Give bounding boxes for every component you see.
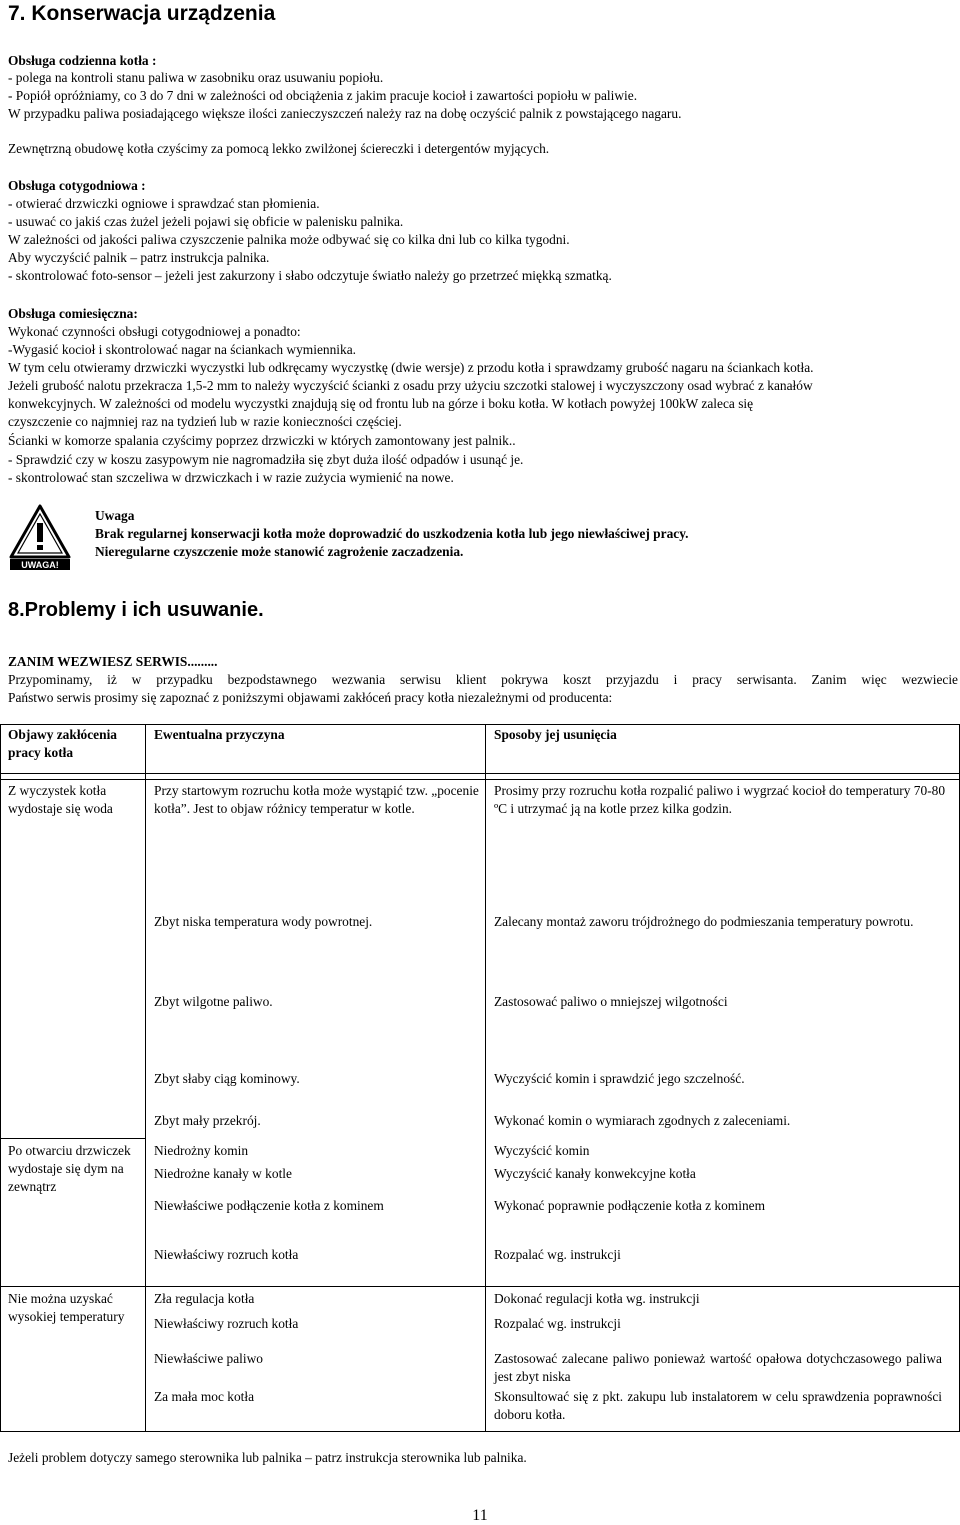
warning-line-2: Nieregularne czyszczenie może stanowić zagrożenie zaczadzenia. xyxy=(95,544,464,559)
warning-icon xyxy=(8,503,72,571)
cause-cell: Zbyt mały przekrój. xyxy=(154,1113,261,1128)
symptom-smoke: Po otwarciu drzwiczek wydostaje się dym na zewnątrz xyxy=(8,1143,131,1194)
daily-line-2: - Popiół opróżniamy, co 3 do 7 dni w zależności od obciążenia z jakim pracuje kocioł i zawartości popiołu w paliwie. xyxy=(8,88,638,103)
monthly-line-9: - skontrolować stan szczeliwa w drzwiczkach i w razie zużycia wymienić na nowe. xyxy=(8,470,454,485)
weekly-line-3: W zależności od jakości paliwa czyszczenie palnika może odbywać się co kilka dni lub co kilka tygodni. xyxy=(8,232,570,247)
weekly-line-2: - usuwać co jakiś czas żużel jeżeli pojawi się obficie w palenisku palnika. xyxy=(8,214,404,229)
monthly-line-3: W tym celu otwieramy drzwiczki wyczystki lub odkręcamy wyczystkę (dwie wersje) z przodu kotła i sprawdzamy grubość nagaru na ściankach kotła. xyxy=(8,360,814,375)
remedy-cell: Rozpalać wg. instrukcji xyxy=(494,1316,621,1331)
intro-line-2: Państwo serwis prosimy się zapoznać z poniższymi objawami zakłóceń pracy kotła niezależnymi od producenta: xyxy=(8,690,613,705)
monthly-heading: Obsługa comiesięczna: xyxy=(8,306,138,321)
page-number: 11 xyxy=(472,1507,488,1524)
remedy-cell: Rozpalać wg. instrukcji xyxy=(494,1247,621,1262)
cause-cell: Za mała moc kotła xyxy=(154,1389,255,1404)
remedy-cell: Skonsultować się z pkt. zakupu lub instalatorem w celu sprawdzenia poprawności doboru kotła. xyxy=(494,1389,942,1422)
table-header-symptom: Objawy zakłócenia pracy kotła xyxy=(8,727,117,760)
monthly-line-5: konwekcyjnych. W zależności od modelu wyczystki znajdują się od frontu lub na górze i boku kotła. W kotłach powyżej 100kW zaleca się xyxy=(8,396,754,411)
monthly-line-4: Jeżeli grubość nalotu przekracza 1,5-2 mm to należy wyczyścić ścianki z osadu przy użyciu szczotki stalowej i wyczyszczony osad wybrać z kanałów xyxy=(8,378,813,393)
daily-heading: Obsługa codzienna kotła : xyxy=(8,53,157,68)
cause-cell: Zbyt wilgotne paliwo. xyxy=(154,994,273,1009)
remedy-cell: Prosimy przy rozruchu kotła rozpalić paliwo i wygrzać kocioł do temperatury 70-80 ºC i utrzymać ją na kotle przez kilka godzin. xyxy=(494,783,946,816)
exterior-line: Zewnętrzną obudowę kotła czyścimy za pomocą lekko zwilżonej ściereczki i detergentów myjących. xyxy=(8,141,550,156)
remedy-cell: Zastosować paliwo o mniejszej wilgotności xyxy=(494,994,728,1009)
table-header-remedy: Sposoby jej usunięcia xyxy=(494,727,617,742)
remedy-cell: Zalecany montaż zaworu trójdrożnego do podmieszania temperatury powrotu. xyxy=(494,914,914,929)
monthly-line-6: czyszczenie co najmniej raz na tydzień lub w razie konieczności częściej. xyxy=(8,414,402,429)
weekly-heading: Obsługa cotygodniowa : xyxy=(8,178,146,193)
section-7-title: 7. Konserwacja urządzenia xyxy=(8,2,276,25)
cause-cell: Zła regulacja kotła xyxy=(154,1291,255,1306)
footer-note: Jeżeli problem dotyczy samego sterownika lub palnika – patrz instrukcja sterownika lub palnika. xyxy=(8,1450,527,1465)
warning-icon-label: UWAGA! xyxy=(21,560,59,570)
cause-cell: Niewłaściwe paliwo xyxy=(154,1351,263,1366)
remedy-cell: Wyczyścić komin i sprawdzić jego szczelność. xyxy=(494,1071,745,1086)
symptom-temperature: Nie można uzyskać wysokiej temperatury xyxy=(8,1291,125,1324)
cause-cell: Niedrożny komin xyxy=(154,1143,249,1158)
weekly-line-4: Aby wyczyścić palnik – patrz instrukcja palnika. xyxy=(8,250,270,265)
cause-cell: Zbyt słaby ciąg kominowy. xyxy=(154,1071,300,1086)
cause-cell: Niedrożne kanały w kotle xyxy=(154,1166,292,1181)
daily-line-3: W przypadku paliwa posiadającego większe ilości zanieczyszczeń należy raz na dobę oczyścić palnik z powstającego nagaru. xyxy=(8,106,682,121)
cause-cell: Niewłaściwy rozruch kotła xyxy=(154,1247,299,1262)
warning-heading: Uwaga xyxy=(95,508,135,523)
remedy-cell: Zastosować zalecane paliwo ponieważ wartość opałowa dotychczasowego paliwa jest zbyt niska xyxy=(494,1351,942,1384)
remedy-cell: Wyczyścić kanały konwekcyjne kotła xyxy=(494,1166,696,1181)
remedy-cell: Wykonać komin o wymiarach zgodnych z zaleceniami. xyxy=(494,1113,791,1128)
service-heading: ZANIM WEZWIESZ SERWIS......... xyxy=(8,654,218,669)
monthly-line-8: - Sprawdzić czy w koszu zasypowym nie nagromadziła się zbyt duża ilość odpadów i usunąć je. xyxy=(8,452,524,467)
monthly-line-2: -Wygasić kocioł i skontrolować nagar na ściankach wymiennika. xyxy=(8,342,356,357)
remedy-cell: Dokonać regulacji kotła wg. instrukcji xyxy=(494,1291,700,1306)
table-header-cause: Ewentualna przyczyna xyxy=(154,727,285,742)
weekly-line-1: - otwierać drzwiczki ogniowe i sprawdzać stan płomienia. xyxy=(8,196,320,211)
symptom-water: Z wyczystek kotła wydostaje się woda xyxy=(8,783,113,816)
weekly-line-5: - skontrolować foto-sensor – jeżeli jest zakurzony i słabo odczytuje światło należy go przetrzeć miękką szmatką. xyxy=(8,268,612,283)
daily-line-1: - polega na kontroli stanu paliwa w zasobniku oraz usuwaniu popiołu. xyxy=(8,70,384,85)
monthly-line-1: Wykonać czynności obsługi cotygodniowej a ponadto: xyxy=(8,324,301,339)
cause-cell: Przy startowym rozruchu kotła może wystąpić tzw. „pocenie kotła”. Jest to objaw różnicy temperatur w kotle. xyxy=(154,783,479,816)
section-8-title: 8.Problemy i ich usuwanie. xyxy=(8,599,264,621)
intro-line-1: Przypominamy, iż w przypadku bezpodstawnego wezwania serwisu klient pokrywa koszt przyjazdu i pracy serwisanta. Zanim więc wezwiecie xyxy=(8,672,958,687)
remedy-cell: Wykonać poprawnie podłączenie kotła z kominem xyxy=(494,1198,765,1213)
monthly-line-7: Ścianki w komorze spalania czyścimy poprzez drzwiczki w których zamontowany jest palnik.. xyxy=(8,433,516,448)
cause-cell: Niewłaściwe podłączenie kotła z kominem xyxy=(154,1198,384,1213)
cause-cell: Zbyt niska temperatura wody powrotnej. xyxy=(154,914,373,929)
remedy-cell: Wyczyścić komin xyxy=(494,1143,590,1158)
cause-cell: Niewłaściwy rozruch kotła xyxy=(154,1316,299,1331)
warning-line-1: Brak regularnej konserwacji kotła może doprowadzić do uszkodzenia kotła lub jego niewłaściwej pracy. xyxy=(95,526,689,541)
